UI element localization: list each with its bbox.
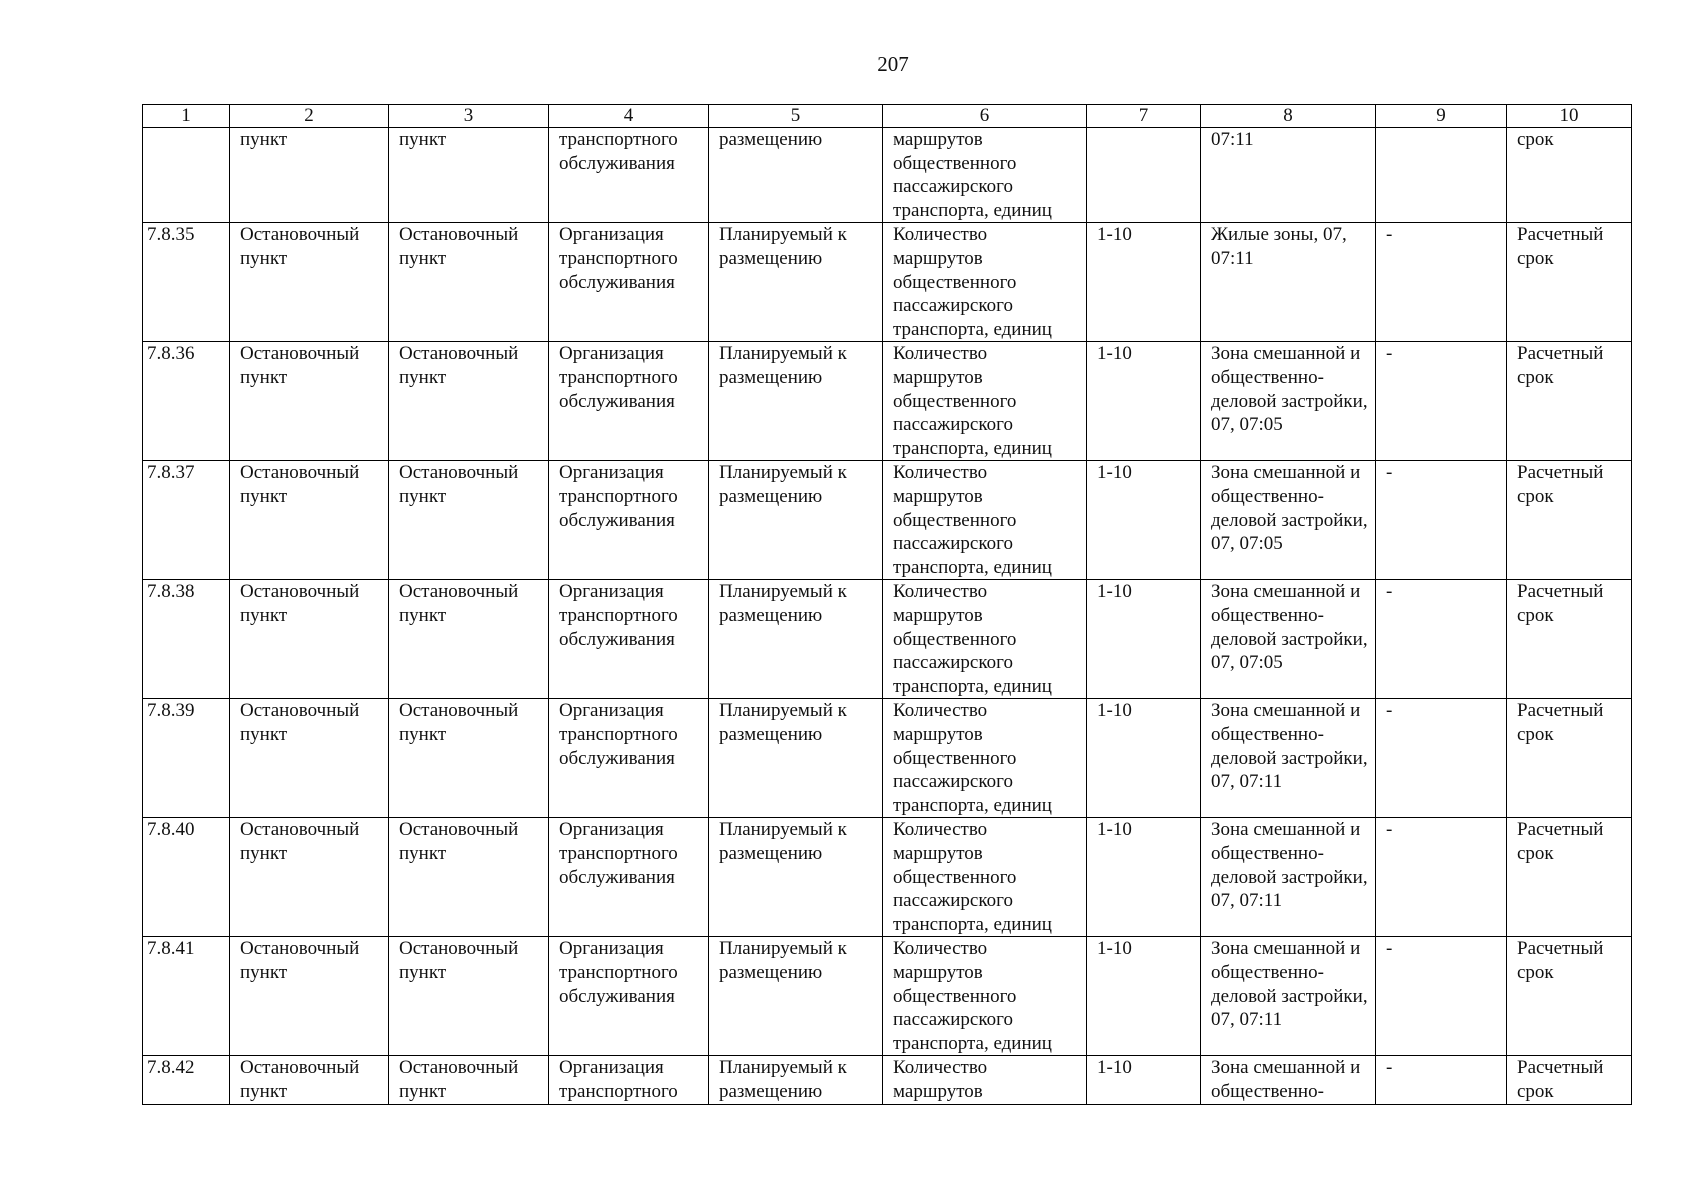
table-cell: Остановочный пункт <box>389 699 549 818</box>
table-cell: Остановочный пункт <box>230 699 389 818</box>
table-cell: Количество маршрутов общественного пассажирского транспорта, единиц <box>883 580 1087 699</box>
table-cell: Количество маршрутов общественного пассажирского транспорта, единиц <box>883 342 1087 461</box>
table-cell: Расчетный срок <box>1507 461 1632 580</box>
table-cell: Остановочный пункт <box>230 818 389 937</box>
table-cell: 07:11 <box>1201 128 1376 223</box>
table-cell: 1-10 <box>1087 461 1201 580</box>
table-cell: Расчетный срок <box>1507 580 1632 699</box>
planned-objects-table <box>142 104 1632 1105</box>
table-row <box>143 818 1632 937</box>
table-cell: Расчетный срок <box>1507 342 1632 461</box>
table-cell: Остановочный пункт <box>389 342 549 461</box>
table-cell: 1-10 <box>1087 818 1201 937</box>
header-cell: 8 <box>1201 105 1376 128</box>
table-cell: - <box>1376 223 1507 342</box>
table-cell: Остановочный пункт <box>389 580 549 699</box>
continuation-row <box>143 128 1632 223</box>
table-cell: - <box>1376 1056 1507 1104</box>
table-cell: пункт <box>230 128 389 223</box>
table-cell: - <box>1376 580 1507 699</box>
table-cell: Зона смешанной и общественно-деловой застройки, 07, 07:05 <box>1201 342 1376 461</box>
table-cell: Зона смешанной и общественно-деловой застройки, 07, 07:05 <box>1201 580 1376 699</box>
table-cell: Расчетный срок <box>1507 937 1632 1056</box>
table-cell: транспортного обслуживания <box>549 128 709 223</box>
table-cell: - <box>1376 461 1507 580</box>
table-cell: - <box>1376 937 1507 1056</box>
table-cell: Количество маршрутов общественного пассажирского транспорта, единиц <box>883 818 1087 937</box>
table-cell: Остановочный пункт <box>230 580 389 699</box>
table-cell: пункт <box>389 128 549 223</box>
table-cell: Планируемый к размещению <box>709 1056 883 1104</box>
table-cell: Количество маршрутов <box>883 1056 1087 1104</box>
header-cell: 6 <box>883 105 1087 128</box>
table-cell: Планируемый к размещению <box>709 342 883 461</box>
table-cell: маршрутов общественного пассажирского транспорта, единиц <box>883 128 1087 223</box>
table-cell: Остановочный пункт <box>389 1056 549 1104</box>
table-cell: Организация транспортного <box>549 1056 709 1104</box>
table-cell <box>143 128 230 223</box>
table-row <box>143 223 1632 342</box>
table-cell: 1-10 <box>1087 937 1201 1056</box>
table-cell: Зона смешанной и общественно- <box>1201 1056 1376 1104</box>
table-row <box>143 461 1632 580</box>
table-cell: Количество маршрутов общественного пассажирского транспорта, единиц <box>883 223 1087 342</box>
header-cell: 9 <box>1376 105 1507 128</box>
table-row <box>143 342 1632 461</box>
table-cell: Остановочный пункт <box>230 1056 389 1104</box>
table-cell: Расчетный срок <box>1507 699 1632 818</box>
table-cell: - <box>1376 818 1507 937</box>
table-cell: Количество маршрутов общественного пассажирского транспорта, единиц <box>883 699 1087 818</box>
row-number-cell: 7.8.40 <box>143 818 230 937</box>
table-cell: срок <box>1507 128 1632 223</box>
table-cell: Жилые зоны, 07, 07:11 <box>1201 223 1376 342</box>
table-cell <box>1376 128 1507 223</box>
table-cell: Зона смешанной и общественно-деловой застройки, 07, 07:11 <box>1201 818 1376 937</box>
row-number-cell: 7.8.38 <box>143 580 230 699</box>
row-number-cell: 7.8.41 <box>143 937 230 1056</box>
table-cell: Остановочный пункт <box>230 342 389 461</box>
table-cell: Расчетный срок <box>1507 1056 1632 1104</box>
table-cell: Организация транспортного обслуживания <box>549 223 709 342</box>
table-row <box>143 699 1632 818</box>
table-cell: Организация транспортного обслуживания <box>549 699 709 818</box>
table-cell: Планируемый к размещению <box>709 937 883 1056</box>
row-number-cell: 7.8.39 <box>143 699 230 818</box>
table-cell: Остановочный пункт <box>389 461 549 580</box>
row-number-cell: 7.8.42 <box>143 1056 230 1104</box>
table-cell: Планируемый к размещению <box>709 461 883 580</box>
header-cell: 10 <box>1507 105 1632 128</box>
table-cell: Остановочный пункт <box>389 818 549 937</box>
table-cell: Расчетный срок <box>1507 223 1632 342</box>
table-cell: размещению <box>709 128 883 223</box>
table-cell: Расчетный срок <box>1507 818 1632 937</box>
table-cell: Организация транспортного обслуживания <box>549 937 709 1056</box>
table-cell: 1-10 <box>1087 223 1201 342</box>
table-cell: Планируемый к размещению <box>709 699 883 818</box>
table-cell: 1-10 <box>1087 699 1201 818</box>
table-cell: 1-10 <box>1087 342 1201 461</box>
table-cell: Остановочный пункт <box>230 461 389 580</box>
table-cell: Планируемый к размещению <box>709 223 883 342</box>
table-cell: Организация транспортного обслуживания <box>549 342 709 461</box>
table-cell: Остановочный пункт <box>230 223 389 342</box>
table-cell: Зона смешанной и общественно-деловой застройки, 07, 07:11 <box>1201 937 1376 1056</box>
table-cell: Остановочный пункт <box>389 937 549 1056</box>
table-cell: Остановочный пункт <box>389 223 549 342</box>
table-cell: Организация транспортного обслуживания <box>549 461 709 580</box>
table-cell: 1-10 <box>1087 1056 1201 1104</box>
header-cell: 1 <box>143 105 230 128</box>
table-row <box>143 937 1632 1056</box>
row-number-cell: 7.8.35 <box>143 223 230 342</box>
table-cell: Планируемый к размещению <box>709 818 883 937</box>
table-cell <box>1087 128 1201 223</box>
table-header-row <box>143 105 1632 128</box>
header-cell: 3 <box>389 105 549 128</box>
table-cell: 1-10 <box>1087 580 1201 699</box>
table-cell: Зона смешанной и общественно-деловой застройки, 07, 07:11 <box>1201 699 1376 818</box>
table-cell: Организация транспортного обслуживания <box>549 580 709 699</box>
row-number-cell: 7.8.37 <box>143 461 230 580</box>
header-cell: 4 <box>549 105 709 128</box>
table-cell: Количество маршрутов общественного пассажирского транспорта, единиц <box>883 461 1087 580</box>
table-cell: - <box>1376 342 1507 461</box>
page-number: 207 <box>877 52 909 76</box>
header-cell: 5 <box>709 105 883 128</box>
table-cell: Зона смешанной и общественно-деловой застройки, 07, 07:05 <box>1201 461 1376 580</box>
table-cell: Остановочный пункт <box>230 937 389 1056</box>
header-cell: 2 <box>230 105 389 128</box>
table-cell: Планируемый к размещению <box>709 580 883 699</box>
table-cell: - <box>1376 699 1507 818</box>
table-body <box>143 105 1632 1105</box>
header-cell: 7 <box>1087 105 1201 128</box>
row-number-cell: 7.8.36 <box>143 342 230 461</box>
table-cell: Количество маршрутов общественного пассажирского транспорта, единиц <box>883 937 1087 1056</box>
table-cell: Организация транспортного обслуживания <box>549 818 709 937</box>
table-row <box>143 580 1632 699</box>
table-row <box>143 1056 1632 1104</box>
